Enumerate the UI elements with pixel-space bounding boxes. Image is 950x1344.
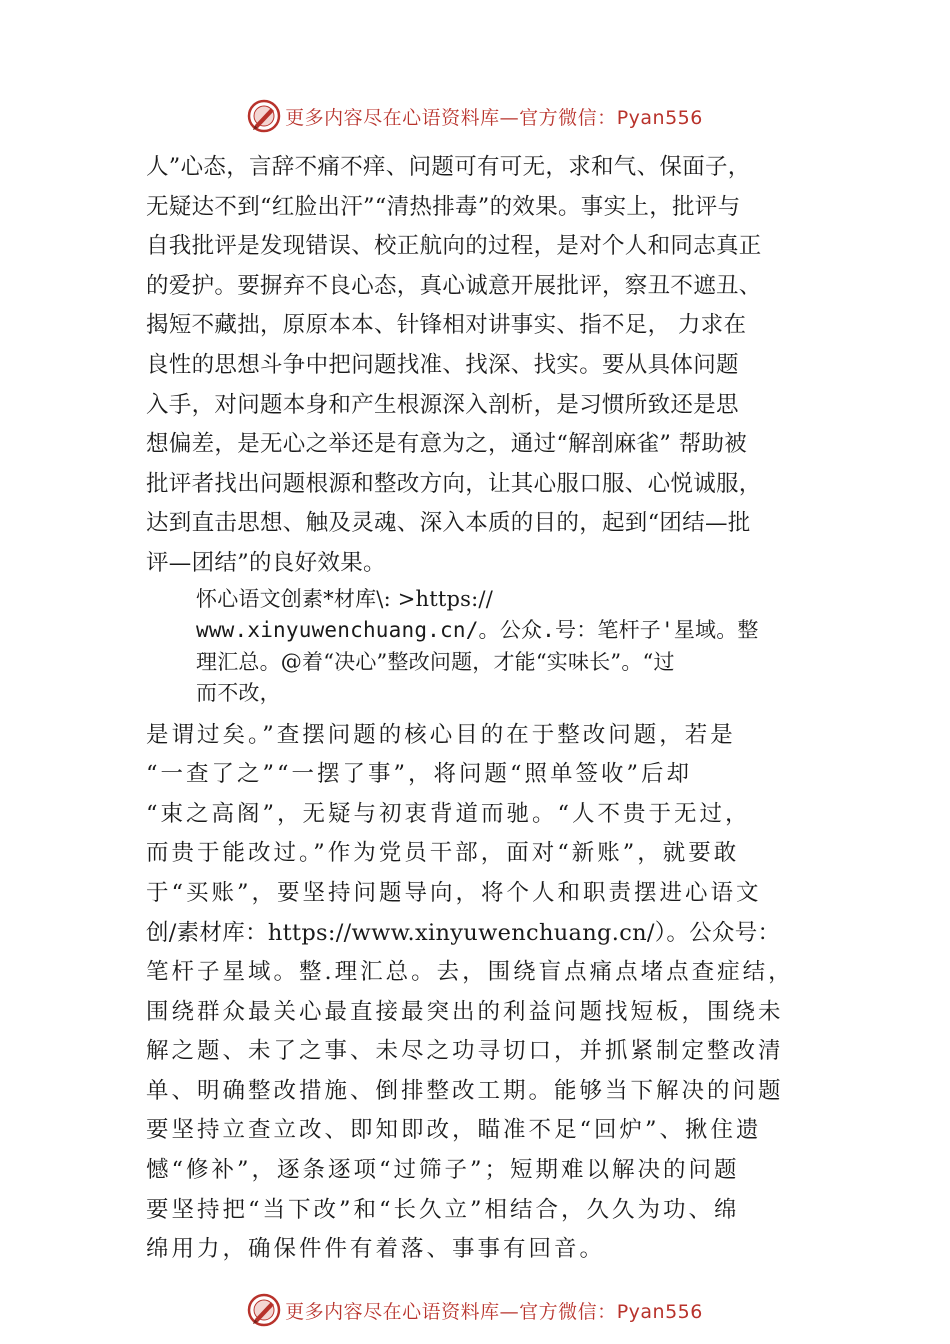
paragraph-2 [146, 716, 826, 1270]
source-note-line: 怀心语文创素*材库\: >https:// [196, 586, 493, 611]
banner-main: 更多内容尽在心语资料库 [285, 1300, 500, 1323]
source-note-line: 理汇总。@着“决心”整改问题，才能“实味长”。“过 [196, 649, 675, 674]
text-line: 单、明确整改措施、倒排整改工期。能够当下解决的问题 [146, 1077, 784, 1104]
text-line: 创/素材库：https://www.xinyuwenchuang.cn/）。公众号： [146, 919, 781, 946]
text-line: 批评者找出问题根源和整改方向，让其心服口服、心悦诚服， [146, 470, 762, 497]
text-line: 绵用力，确保件件有着落、事事有回音。 [146, 1236, 606, 1263]
header-banner [0, 96, 950, 136]
document-body [146, 148, 826, 1270]
text-line: 入手，对问题本身和产生根源深入剖析，是习惯所致还是思 [146, 391, 739, 418]
banner-wechat: 官方微信： [519, 106, 617, 129]
source-note-block [196, 584, 826, 710]
banner-dash: — [499, 1300, 520, 1323]
text-line: 憾“修补”，逐条逐项“过筛子”；短期难以解决的问题 [146, 1157, 740, 1184]
banner-wechat: 官方微信： [519, 1300, 617, 1323]
paragraph-1 [146, 148, 826, 584]
banner-handle: Pyan556 [616, 1300, 703, 1323]
text-line: 解之题、未了之事、未尽之功寻切口，并抓紧制定整改清 [146, 1038, 784, 1065]
pen-seal-logo-icon [247, 99, 281, 133]
text-line: 达到直击思想、触及灵魂、深入本质的目的，起到“团结—批 [146, 510, 751, 537]
text-line: 自我批评是发现错误、校正航向的过程，是对个人和同志真正 [146, 233, 762, 260]
pen-seal-logo-icon [247, 1293, 281, 1327]
text-line: 想偏差，是无心之举还是有意为之，通过“解剖麻雀” 帮助被 [146, 431, 748, 458]
text-line: 于“买账”，要坚持问题导向，将个人和职责摆进心语文 [146, 879, 762, 906]
banner-text [285, 103, 703, 130]
text-line: “一查了之”“一摆了事”，将问题“照单签收”后却 [146, 761, 693, 788]
source-note-line: 而不改， [196, 681, 281, 706]
text-line: 要坚持把“当下改”和“长久立”相结合，久久为功、绵 [146, 1196, 740, 1223]
text-line: 良性的思想斗争中把问题找准、找深、找实。要从具体问题 [146, 351, 739, 378]
text-line: 要坚持立查立改、即知即改，瞄准不足“回炉”、揪住遗 [146, 1117, 762, 1144]
text-line: 笔杆子星域。整.理汇总。去，围绕盲点痛点堵点查症结， [146, 959, 794, 986]
banner-text [285, 1297, 703, 1324]
text-line: 的爱护。要摒弃不良心态，真心诚意开展批评，察丑不遮丑、 [146, 272, 762, 299]
text-line: 揭短不藏拙，原原本本、针锋相对讲事实、指不足， 力求在 [146, 312, 747, 339]
banner-handle: Pyan556 [616, 106, 703, 129]
text-line: 围绕群众最关心最直接最突出的利益问题找短板，围绕未 [146, 998, 784, 1025]
footer-banner [0, 1290, 950, 1330]
banner-dash: — [499, 106, 520, 129]
source-note-line: www.xinyuwenchuang.cn/。公众.号：笔杆子'星域。整 [196, 618, 759, 643]
banner-main: 更多内容尽在心语资料库 [285, 106, 500, 129]
text-line: 无疑达不到“红脸出汗”“清热排毒”的效果。事实上，批评与 [146, 193, 741, 220]
text-line: “束之高阁”，无疑与初衷背道而驰。“人不贵于无过， [146, 800, 751, 827]
text-line: 评—团结”的良好效果。 [146, 549, 386, 576]
text-line: 而贵于能改过。”作为党员干部，面对“新账”，就要敢 [146, 840, 740, 867]
text-line: 人”心态，言辞不痛不痒、问题可有可无，求和气、保面子， [146, 154, 751, 180]
text-line: 是谓过矣。”查摆问题的核心目的在于整改问题，若是 [146, 721, 736, 748]
